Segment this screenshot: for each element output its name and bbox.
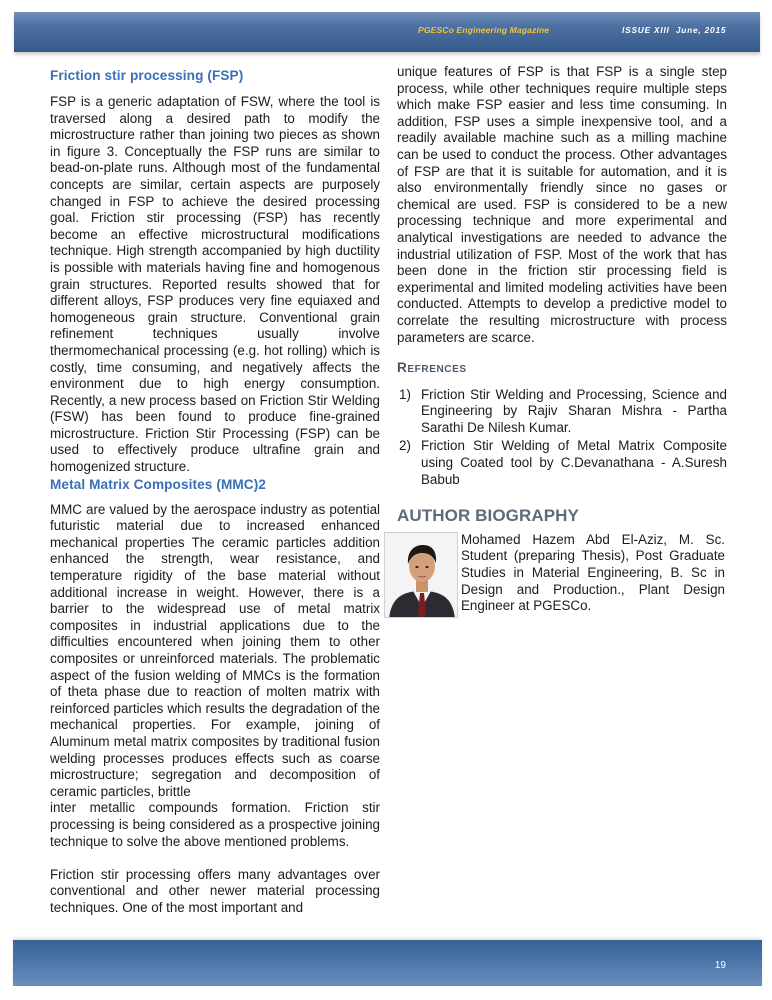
references-list [397,387,727,489]
author-biography-heading: AUTHOR BIOGRAPHY [397,506,579,526]
author-portrait-image [385,533,458,618]
reference-text: Friction Stir Welding and Processing, Science and Engineering by Rajiv Sharan Mishra - Partha Sarathi De Nilesh Kumar. [421,386,727,435]
magazine-title: PGESCo Engineering Magazine [418,25,550,35]
author-photo [384,532,458,618]
issue-label: ISSUE XIII June, 2015 [622,25,727,35]
fsp-continued-paragraph: unique features of FSP is that FSP is a single step process, while other techniques require multiple steps which make FSP easier and less time consuming. In addition, FSP uses a simple inexpensive tool, and a readily available machine such as a milling machine can be used to conduct the process. Other advantages of FSP are that it is suitable for automation, and it is also environmentally friendly since no gases or chemical are used. FSP is considered to be a new processing technique and more experimental and analytical investigations are needed to advance the industrial utilization of FSP. Most of the work that has been done in the friction stir processing field is experimental and limited modeling activities have been conducted. Attempts to develop a predictive model to correlate the resulting microstructure with process parameters are scarce. [397,64,727,345]
reference-text: Friction Stir Welding of Metal Matrix Composite using Coated tool by C.Devanathana - A.Suresh Babub [421,438,727,487]
author-biography [397,532,727,622]
reference-item [397,387,727,437]
fsp-paragraph: FSP is a generic adaptation of FSW, where the tool is traversed along a desired path to modify the microstructure rather than joining two pieces as shown in figure 3. Conceptually the FSP runs are similar to bead-on-plate runs. Although most of the fundamental concepts are similar, certain aspects are purposely changed in FSP to achieve the desired processing goal. Friction stir processing (FSP) has recently become an effective microstructural modifications technique. High strength accompanied by high ductility is possible with materials having fine and homogenous grain structures. Reported results showed that for different alloys, FSP produces very fine equiaxed and homogeneous grain structure. Conventional grain refinement techniques usually involve thermomechanical processing (e.g. hot rolling) which is costly, time consuming, and negatively affects the environment due to high energy consumption. Recently, a new process based on Friction Stir Welding (FSW) has been found to produce fine-grained microstructure. Friction Stir Processing (FSP) can be used to effectively produce ultrafine grain and homogenized structure. [50,94,380,475]
mmc-paragraph: MMC are valued by the aerospace industry as potential futuristic material due to increased enhanced mechanical properties The ceramic particles addition enhanced the strength, wear resistance, and temperature rigidity of the base material without additional increase in weight. However, there is a barrier to the widespread use of metal matrix composites in industrial applications due to the difficulties encountered when joining them to other composites or unreinforced materials. The problematic aspect of the fusion welding of MMCs is the formation of theta phase due to reaction of molten matrix with reinforced particles which results the degradation of the mechanical properties. For example, joining of Aluminum metal matrix composites by traditional fusion welding processes produces effects such as coarse microstructure; segregation and decomposition of ceramic particles, brittle [50,501,380,799]
mmc-paragraph-continued: inter metallic compounds formation. Friction stir processing is being considered as a prospective joining technique to solve the above mentioned problems. [50,800,380,849]
right-column [397,65,727,622]
footer-bar [13,940,762,986]
reference-number: 1) [399,386,411,402]
page-number: 19 [714,960,726,971]
fsp-section-title: Friction stir processing (FSP) [50,68,244,83]
left-column [50,65,380,917]
reference-number: 2) [399,438,411,454]
reference-item [397,438,727,488]
author-biography-text: Mohamed Hazem Abd El-Aziz, M. Sc. Student (preparing Thesis), Post Graduate Studies in Material Engineering, B. Sc in Design and Production., Plant Design Engineer at PGESCo. [461,531,725,614]
mmc-section-title: Metal Matrix Composites (MMC)2 [50,476,266,492]
references-heading: Refrences [397,360,467,376]
header-bar [14,12,760,52]
paragraph-gap [50,850,380,867]
fsp-advantages-paragraph: Friction stir processing offers many advantages over conventional and other newer material processing techniques. One of the most important and [50,866,380,915]
